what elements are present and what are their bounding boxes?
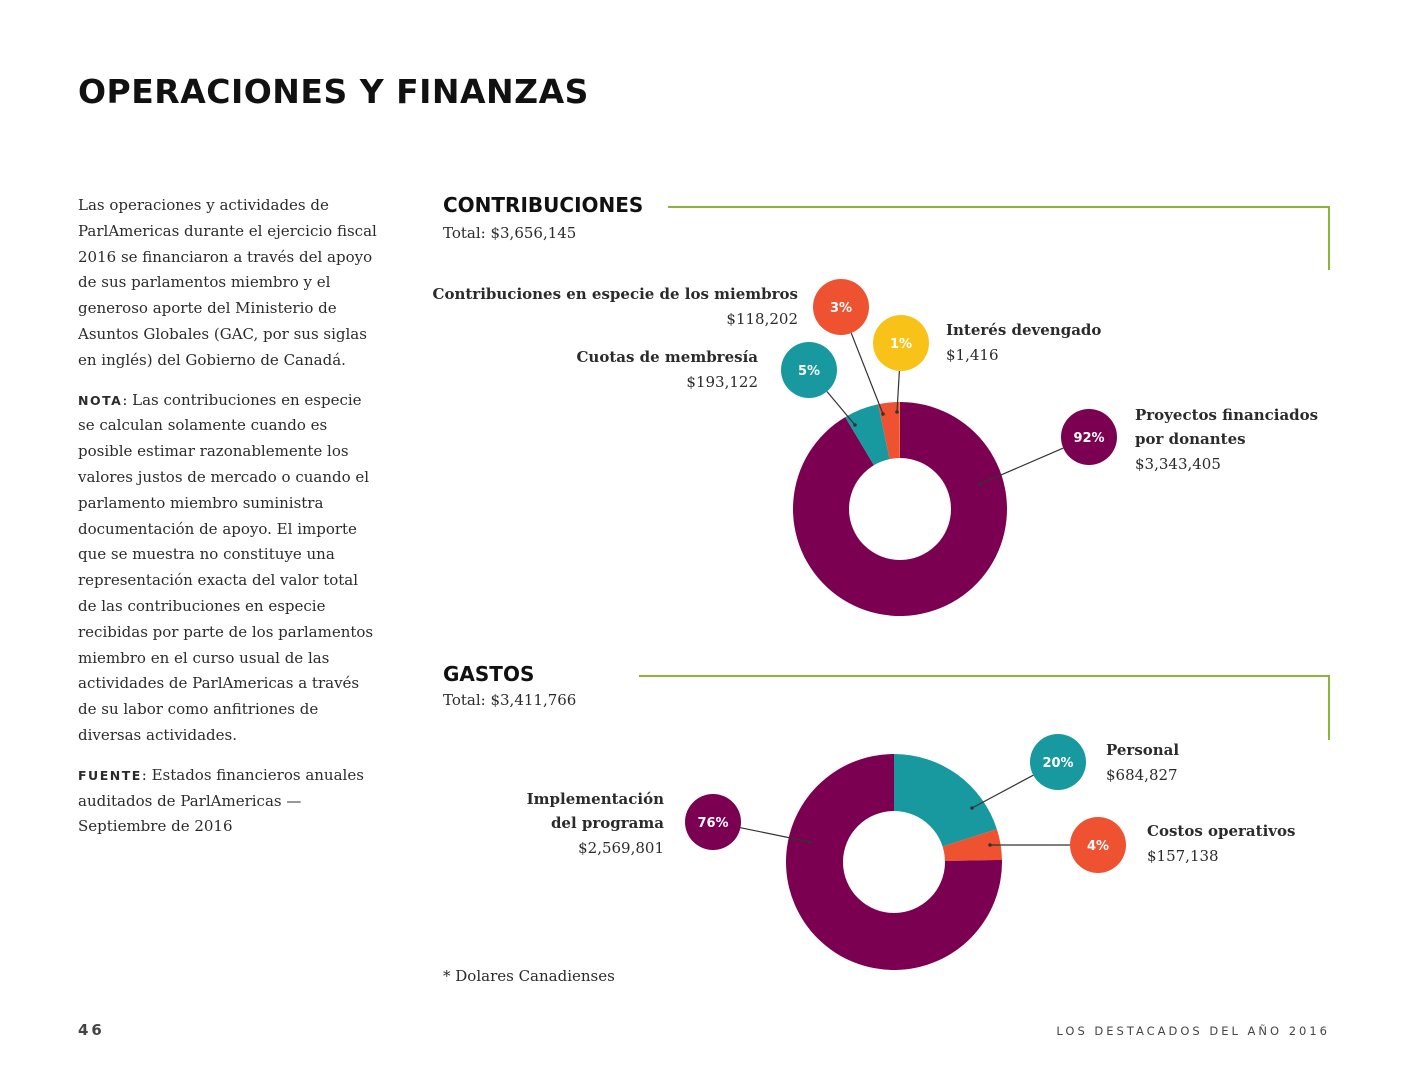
- contribuciones-rule: [668, 207, 1329, 270]
- contribuciones-contribuciones-en-especie-de-los-miembros-leader-dot: [881, 412, 885, 416]
- contribuciones-proyectos-financiados-por-donantes-value-label: $3,343,405: [1135, 455, 1221, 473]
- contribuciones-interes-devengado-percent-label: 1%: [889, 337, 913, 352]
- gastos-costos-operativos-value-label: $157,138: [1147, 847, 1219, 865]
- gastos-personal-category-label: Personal: [1106, 741, 1180, 759]
- gastos-personal-value-label: $684,827: [1106, 766, 1178, 784]
- contribuciones-interes-devengado-value-label: $1,416: [946, 346, 999, 364]
- contribuciones-proyectos-financiados-por-donantes-category-label: por donantes: [1135, 430, 1246, 448]
- running-title: LOS DESTACADOS DEL AÑO 2016: [1056, 1024, 1330, 1038]
- page-title: OPERACIONES Y FINANZAS: [78, 72, 589, 111]
- contribuciones-title: CONTRIBUCIONES: [443, 193, 644, 217]
- gastos-implementacion-del-programa-percent-label: 76%: [697, 816, 729, 831]
- contribuciones-contribuciones-en-especie-de-los-miembros-value-label: $118,202: [726, 310, 798, 328]
- contribuciones-contribuciones-en-especie-de-los-miembros-percent-label: 3%: [829, 301, 853, 316]
- nota-text: : Las contribuciones en especie se calculan solamente cuando es posible estimar razonablemente los valores justos de mercado o cuando el parlamento miembro suministra documentación de apoyo. El importe que se muestra no constituye una representación exacta del valor total de las contribuciones en especie recibidas por parte de los parlamentos miembro en el curso usual de las actividades de ParlAmericas a través de su labor como anfitriones de diversas actividades.: [78, 390, 374, 744]
- contribuciones-cuotas-de-membresia-category-label: Cuotas de membresía: [576, 348, 758, 366]
- gastos-personal-leader-line: [972, 775, 1033, 808]
- gastos-rule: [639, 676, 1329, 740]
- gastos-donut-hole: [843, 811, 945, 913]
- contribuciones-interes-devengado-category-label: Interés devengado: [946, 321, 1102, 339]
- gastos-costos-operativos-category-label: Costos operativos: [1147, 822, 1296, 840]
- contribuciones-cuotas-de-membresia-percent-label: 5%: [797, 364, 821, 379]
- gastos-title: GASTOS: [443, 662, 535, 686]
- gastos-personal-percent-label: 20%: [1042, 756, 1074, 771]
- gastos-implementacion-del-programa-category-label: del programa: [550, 814, 664, 832]
- footnote: * Dolares Canadienses: [443, 967, 615, 985]
- contribuciones-cuotas-de-membresia-value-label: $193,122: [686, 373, 758, 391]
- fuente-label: FUENTE: [78, 767, 142, 783]
- gastos-total: Total: $3,411,766: [443, 691, 577, 709]
- page-number: 46: [78, 1021, 105, 1039]
- gastos-implementacion-del-programa-leader-dot: [808, 840, 812, 844]
- gastos-personal-leader-dot: [970, 806, 974, 810]
- contribuciones-proyectos-financiados-por-donantes-leader-dot: [978, 482, 982, 486]
- contribuciones-interes-devengado-leader-dot: [895, 410, 899, 414]
- contribuciones-proyectos-financiados-por-donantes-category-label: Proyectos financiados: [1135, 406, 1319, 424]
- fuente-text: : Estados financieros anuales auditados de ParlAmericas — Septiembre de 2016: [78, 765, 364, 836]
- gastos-costos-operativos-percent-label: 4%: [1086, 839, 1110, 854]
- contribuciones-contribuciones-en-especie-de-los-miembros-category-label: Contribuciones en especie de los miembros: [432, 285, 798, 303]
- gastos-implementacion-del-programa-value-label: $2,569,801: [578, 839, 664, 857]
- nota-label: NOTA: [78, 392, 123, 408]
- gastos-implementacion-del-programa-category-label: Implementación: [526, 790, 664, 808]
- contribuciones-proyectos-financiados-por-donantes-percent-label: 92%: [1073, 431, 1105, 446]
- contribuciones-cuotas-de-membresia-leader-dot: [853, 423, 857, 427]
- contribuciones-donut-hole: [849, 458, 951, 560]
- intro-paragraph: Las operaciones y actividades de ParlAmericas durante el ejercicio fiscal 2016 se financiaron a través del apoyo de sus parlamentos miembro y el generoso aporte del Ministerio de Asuntos Globales (GAC, por sus siglas en inglés) del Gobierno de Canadá.: [78, 196, 377, 369]
- gastos-costos-operativos-leader-dot: [988, 843, 992, 847]
- contribuciones-total: Total: $3,656,145: [443, 224, 577, 242]
